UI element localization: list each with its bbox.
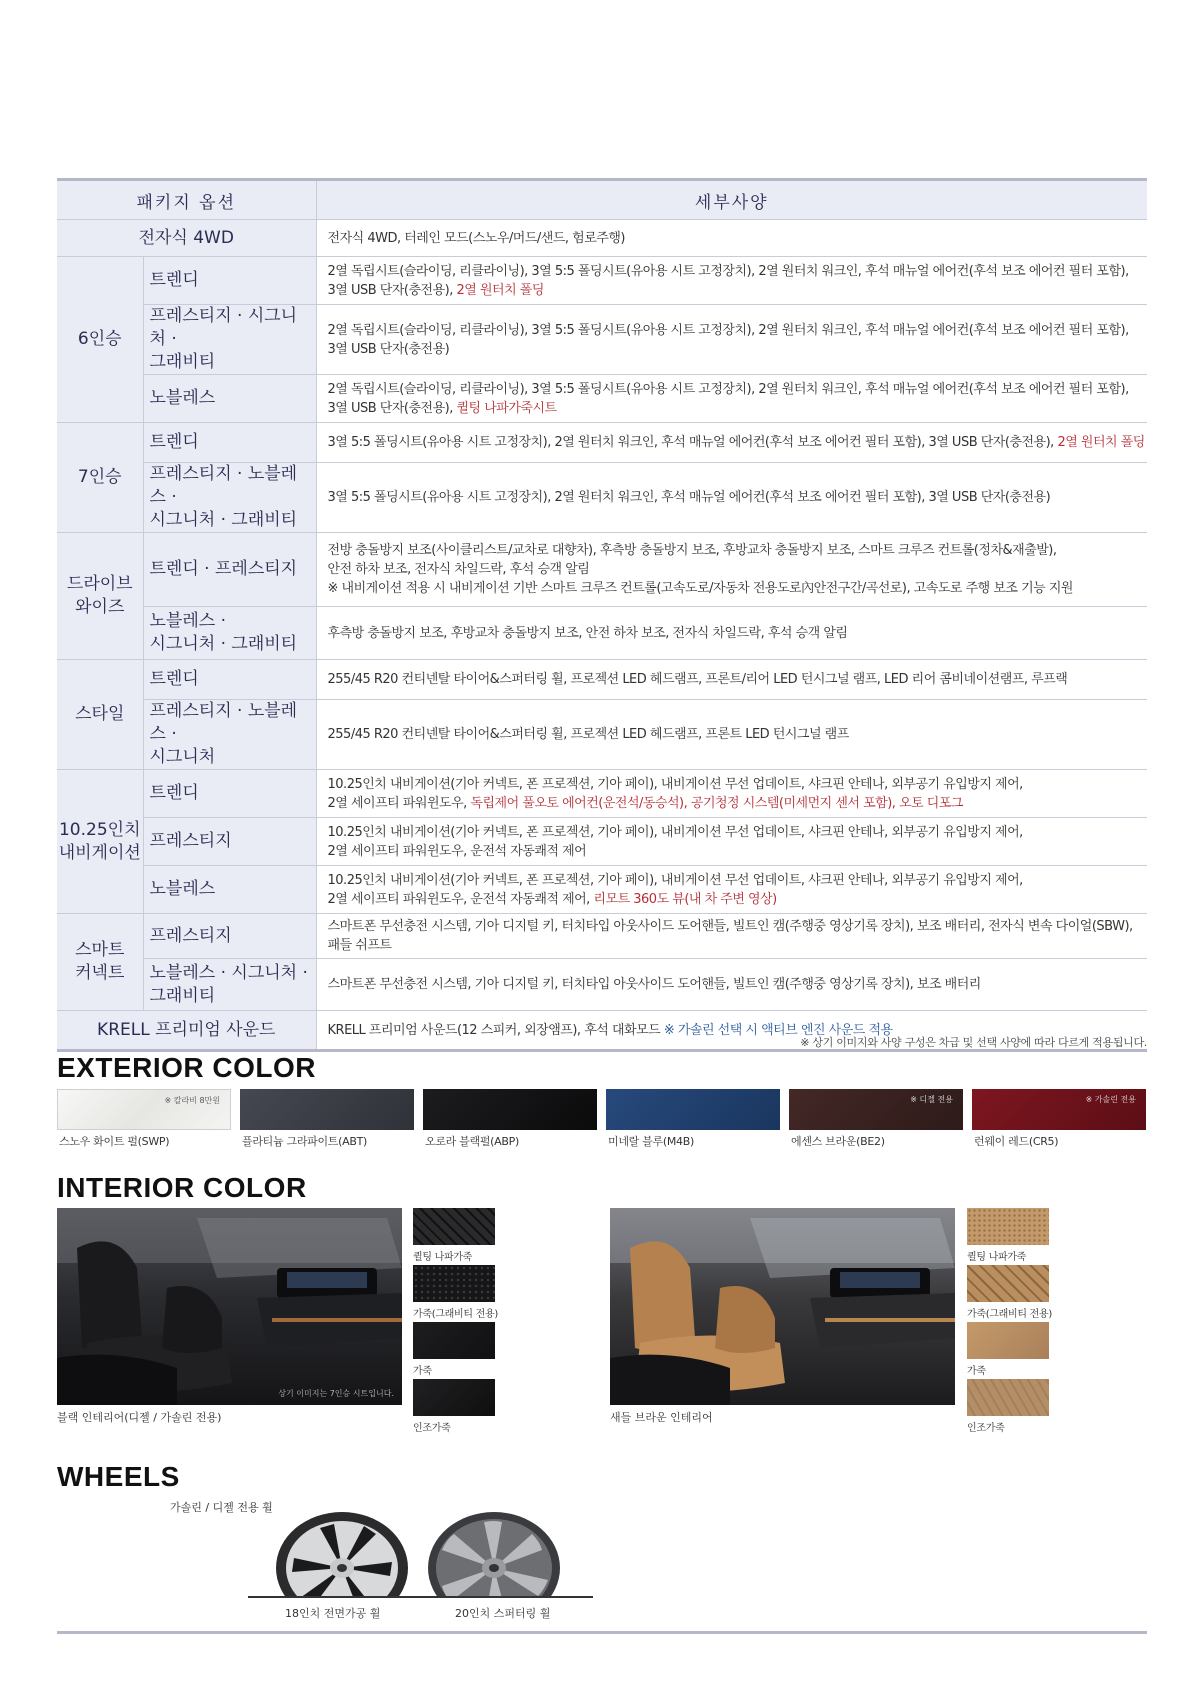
detail-line: 3열 5:5 폴딩시트(유아용 시트 고정장치), 2열 원터치 워크인, 후석 매뉴얼 에어컨(후석 보조 에어컨 필터 포함), 3열 USB 단자(충전용) <box>327 490 1051 505</box>
detail-line: 10.25인치 내비게이션(기아 커넥트, 폰 프로젝션, 기아 페이), 내비게이션 무선 업데이트, 샤크핀 안테나, 외부공기 유입방지 제어, <box>327 824 1023 840</box>
highlight-text: 퀼팅 나파가죽시트 <box>456 400 557 416</box>
sub-noblesse: 노블레스 <box>143 375 316 423</box>
highlight-text: 2열 원터치 폴딩 <box>1057 435 1145 450</box>
brown-interior-label: 새들 브라운 인테리어 <box>610 1411 713 1424</box>
detail-line: 3열 USB 단자(충전용), <box>327 400 457 416</box>
detail-6seat-trendy <box>316 257 1147 305</box>
table-row <box>57 700 1147 770</box>
swatch-note: ※ 디젤 전용 <box>910 1095 953 1104</box>
sub-line: 노블레스 · 시그니처 · <box>149 962 308 983</box>
sub-noblesse-signature-gravity <box>143 607 316 660</box>
interior-color-title: INTERIOR COLOR <box>57 1172 307 1203</box>
detail-line: 안전 하차 보조, 전자식 차일드락, 후석 승객 알림 <box>327 562 590 577</box>
detail-line: 10.25인치 내비게이션(기아 커넥트, 폰 프로젝션, 기아 페이), 내비게이션 무선 업데이트, 샤크핀 안테나, 외부공기 유입방지 제어, <box>327 872 1023 888</box>
brown-interior-photo <box>610 1208 955 1405</box>
material-label: 퀼팅 나파가죽 <box>967 1252 1027 1263</box>
brown-interior-illustration <box>610 1208 955 1405</box>
swatch-label: 에센스 브라운(BE2) <box>791 1135 885 1148</box>
detail-line: KRELL 프리미엄 사운드(12 스피커, 외장앰프), 후석 대화모드 <box>327 1022 664 1038</box>
swatch-essence-brown[interactable] <box>789 1089 963 1130</box>
swatch-mineral-blue[interactable] <box>606 1089 780 1130</box>
material-label: 가죽(그래비티 전용) <box>413 1309 498 1320</box>
group-line: 드라이브 <box>66 574 133 594</box>
detail-line: ※ 내비게이션 적용 시 내비게이션 기반 스마트 크루즈 컨트롤(고속도로/자동차 전용도로內안전구간/곡선로), 고속도로 주행 보조 기능 지원 <box>327 581 1073 596</box>
wheel-18-icon[interactable] <box>272 1510 412 1598</box>
highlight-text: ※ 가솔린 선택 시 액티브 엔진 사운드 적용 <box>663 1022 893 1038</box>
group-line: 내비게이션 <box>58 842 141 863</box>
swatch-label: 플라티늄 그라파이트(ABT) <box>242 1135 368 1148</box>
wheels-title: WHEELS <box>57 1461 180 1492</box>
material-artificial-leather-black[interactable] <box>413 1379 495 1416</box>
package-options-table <box>57 178 1147 1052</box>
sub-line: 시그니처 · 그래비티 <box>149 510 298 530</box>
table-row <box>57 959 1147 1011</box>
table-row <box>57 818 1147 866</box>
swatch-label: 런웨이 레드(CR5) <box>974 1135 1059 1148</box>
material-leather-black[interactable] <box>413 1322 495 1359</box>
sub-line: 그래비티 <box>149 352 216 372</box>
material-label: 인조가죽 <box>967 1423 1005 1434</box>
material-leather-brown[interactable] <box>967 1322 1049 1359</box>
photo-note: 상기 이미지는 7인승 시트입니다. <box>278 1389 394 1398</box>
group-krell: KRELL 프리미엄 사운드 <box>57 1011 316 1051</box>
swatch-label: 미네랄 블루(M4B) <box>608 1135 694 1148</box>
swatch-runway-red[interactable] <box>972 1089 1146 1130</box>
swatch-aurora-black-pearl[interactable] <box>423 1089 597 1130</box>
detail-line: 2열 독립시트(슬라이딩, 리클라이닝), 3열 5:5 폴딩시트(유아용 시트 고정장치), 2열 원터치 워크인, 후석 매뉴얼 에어컨(후석 보조 에어컨 필터 포함), <box>327 381 1129 397</box>
material-label: 퀼팅 나파가죽 <box>413 1252 473 1263</box>
detail-7seat-prestige <box>316 463 1147 533</box>
sub-prestige-noblesse-signature <box>143 700 316 770</box>
detail-line: 후측방 충돌방지 보조, 후방교차 충돌방지 보조, 안전 하차 보조, 전자식 차일드락, 후석 승객 알림 <box>327 625 848 641</box>
sub-prestige-noblesse-signature-gravity <box>143 463 316 533</box>
group-line: 커넥트 <box>75 963 125 983</box>
detail-6seat-prestige <box>316 305 1147 375</box>
black-interior-photo <box>57 1208 402 1405</box>
material-leather-gravity-brown[interactable] <box>967 1265 1049 1302</box>
swatch-note: ※ 칼라비 8만원 <box>164 1096 220 1105</box>
detail-line: 3열 USB 단자(충전용), <box>327 282 457 298</box>
exterior-color-title: EXTERIOR COLOR <box>57 1052 317 1083</box>
bottom-rule <box>57 1631 1147 1634</box>
detail-navi-trendy <box>316 770 1147 818</box>
sub-trendy: 트렌디 <box>143 770 316 818</box>
detail-6seat-noblesse <box>316 375 1147 423</box>
swatch-snow-white-pearl[interactable] <box>57 1089 231 1130</box>
group-6seat: 6인승 <box>57 257 143 423</box>
detail-navi-prestige <box>316 818 1147 866</box>
table-row <box>57 463 1147 533</box>
sub-noblesse-signature-gravity <box>143 959 316 1011</box>
sub-trendy: 트렌디 <box>143 257 316 305</box>
material-label: 가죽 <box>967 1366 986 1377</box>
table-row <box>57 375 1147 423</box>
table-row <box>57 770 1147 818</box>
detail-line: 255/45 R20 컨티넨탈 타이어&스퍼터링 휠, 프로젝션 LED 헤드램프, 프론트 LED 턴시그널 램프 <box>327 727 849 742</box>
table-row <box>57 305 1147 375</box>
detail-4wd <box>316 220 1147 257</box>
material-quilted-nappa-brown[interactable] <box>967 1208 1049 1245</box>
detail-drive-noblesse <box>316 607 1147 660</box>
group-line: 스마트 <box>75 940 125 960</box>
black-interior-label: 블랙 인테리어(디젤 / 가솔린 전용) <box>57 1411 222 1424</box>
group-navigation <box>57 770 143 914</box>
detail-line: 스마트폰 무선충전 시스템, 기아 디지털 키, 터치타입 아웃사이드 도어핸들, 빌트인 캠(주행중 영상기록 장치), 보조 배터리, 전자식 변속 다이얼(SBW), 패들 쉬프트 <box>327 919 1133 953</box>
material-artificial-leather-brown[interactable] <box>967 1379 1049 1416</box>
table-row <box>57 607 1147 660</box>
highlight-text: 2열 원터치 폴딩 <box>456 282 544 298</box>
table-row <box>57 660 1147 700</box>
material-label: 가죽 <box>413 1366 432 1377</box>
table-row <box>57 866 1147 914</box>
sub-line: 그래비티 <box>149 985 216 1006</box>
table-header-row <box>57 180 1147 220</box>
swatch-note: ※ 가솔린 전용 <box>1085 1095 1136 1104</box>
detail-line: 2열 세이프티 파워윈도우, 운전석 자동쾌적 제어, <box>327 891 594 907</box>
detail-line: 2열 세이프티 파워윈도우, 운전석 자동쾌적 제어 <box>327 843 587 859</box>
table-row <box>57 220 1147 257</box>
detail-line: 전자식 4WD, 터레인 모드(스노우/머드/샌드, 험로주행) <box>327 230 625 246</box>
detail-smart-prestige <box>316 914 1147 959</box>
table-row <box>57 914 1147 959</box>
sub-prestige: 프레스티지 <box>143 818 316 866</box>
detail-style-trendy <box>316 660 1147 700</box>
swatch-label: 오로라 블랙펄(ABP) <box>425 1135 519 1148</box>
highlight-text: 독립제어 풀오토 에어컨(운전석/동승석), 공기청정 시스템(미세먼지 센서 포함), 오토 디포그 <box>470 795 963 811</box>
sub-noblesse: 노블레스 <box>143 866 316 914</box>
sub-prestige: 프레스티지 <box>143 914 316 959</box>
sub-trendy: 트렌디 <box>143 660 316 700</box>
detail-line: 10.25인치 내비게이션(기아 커넥트, 폰 프로젝션, 기아 페이), 내비게이션 무선 업데이트, 샤크핀 안테나, 외부공기 유입방지 제어, <box>327 776 1023 792</box>
wheel-label: 20인치 스퍼터링 휠 <box>455 1607 551 1620</box>
material-label: 가죽(그래비티 전용) <box>967 1309 1052 1320</box>
wheel-label: 18인치 전면가공 휠 <box>285 1607 381 1620</box>
table-row <box>57 423 1147 463</box>
material-leather-gravity-black[interactable] <box>413 1265 495 1302</box>
sub-line: 시그니처 <box>149 747 216 767</box>
highlight-text: 리모트 360도 뷰(내 차 주변 영상) <box>593 891 777 907</box>
detail-line: 3열 5:5 폴딩시트(유아용 시트 고정장치), 2열 원터치 워크인, 후석 매뉴얼 에어컨(후석 보조 에어컨 필터 포함), 3열 USB 단자(충전용), <box>327 435 1058 450</box>
detail-line: 2열 독립시트(슬라이딩, 리클라이닝), 3열 5:5 폴딩시트(유아용 시트 고정장치), 2열 원터치 워크인, 후석 매뉴얼 에어컨(후석 보조 에어컨 필터 포함), <box>327 322 1129 338</box>
sub-line: 프레스티지 · 노블레스 · <box>149 464 298 507</box>
wheel-20-icon[interactable] <box>424 1510 564 1598</box>
sub-line: 시그니처 · 그래비티 <box>149 634 298 654</box>
detail-line: 전방 충돌방지 보조(사이클리스트/교차로 대향차), 후측방 충돌방지 보조, 후방교차 충돌방지 보조, 스마트 크루즈 컨트롤(정차&재출발), <box>327 543 1057 558</box>
sub-trendy: 트렌디 <box>143 423 316 463</box>
detail-line: 스마트폰 무선충전 시스템, 기아 디지털 키, 터치타입 아웃사이드 도어핸들, 빌트인 캠(주행중 영상기록 장치), 보조 배터리 <box>327 977 981 992</box>
sub-trendy-prestige: 트렌디 · 프레스티지 <box>143 533 316 607</box>
detail-7seat-trendy <box>316 423 1147 463</box>
sub-line: 프레스티지 · 노블레스 · <box>149 701 298 744</box>
header-package-option: 패키지 옵션 <box>57 180 316 220</box>
detail-line: 2열 독립시트(슬라이딩, 리클라이닝), 3열 5:5 폴딩시트(유아용 시트 고정장치), 2열 원터치 워크인, 후석 매뉴얼 에어컨(후석 보조 에어컨 필터 포함), <box>327 263 1129 279</box>
material-label: 인조가죽 <box>413 1423 451 1434</box>
detail-line: 2열 세이프티 파워윈도우, <box>327 795 471 811</box>
group-line: 10.25인치 <box>58 819 141 840</box>
group-4wd: 전자식 4WD <box>57 220 316 257</box>
detail-style-prestige <box>316 700 1147 770</box>
table-row <box>57 257 1147 305</box>
group-drive-wise <box>57 533 143 660</box>
material-quilted-nappa-black[interactable] <box>413 1208 495 1245</box>
detail-smart-noblesse <box>316 959 1147 1011</box>
group-7seat: 7인승 <box>57 423 143 533</box>
group-smart-connect <box>57 914 143 1011</box>
wheels-ground-line <box>248 1596 593 1598</box>
detail-drive-trendy <box>316 533 1147 607</box>
black-interior-illustration <box>57 1208 402 1405</box>
sub-line: 프레스티지 · 시그니처 · <box>149 306 298 349</box>
detail-line: 255/45 R20 컨티넨탈 타이어&스퍼터링 휠, 프로젝션 LED 헤드램프, 프론트/리어 LED 턴시그널 램프, LED 리어 콤비네이션램프, 루프랙 <box>327 672 1068 687</box>
swatch-label: 스노우 화이트 펄(SWP) <box>59 1135 170 1148</box>
swatch-platinum-graphite[interactable] <box>240 1089 414 1130</box>
disclaimer: ※ 상기 이미지와 사양 구성은 차급 및 선택 사양에 따라 다르게 적용됩니다. <box>800 1036 1147 1049</box>
group-style: 스타일 <box>57 660 143 770</box>
detail-navi-noblesse <box>316 866 1147 914</box>
wheels-heading: 가솔린 / 디젤 전용 휠 <box>170 1501 273 1514</box>
table-row <box>57 533 1147 607</box>
detail-line: 3열 USB 단자(충전용) <box>327 341 450 357</box>
sub-prestige-signature-gravity <box>143 305 316 375</box>
group-line: 와이즈 <box>75 597 125 617</box>
header-detail-spec: 세부사양 <box>316 180 1147 220</box>
sub-line: 노블레스 · <box>149 611 226 631</box>
